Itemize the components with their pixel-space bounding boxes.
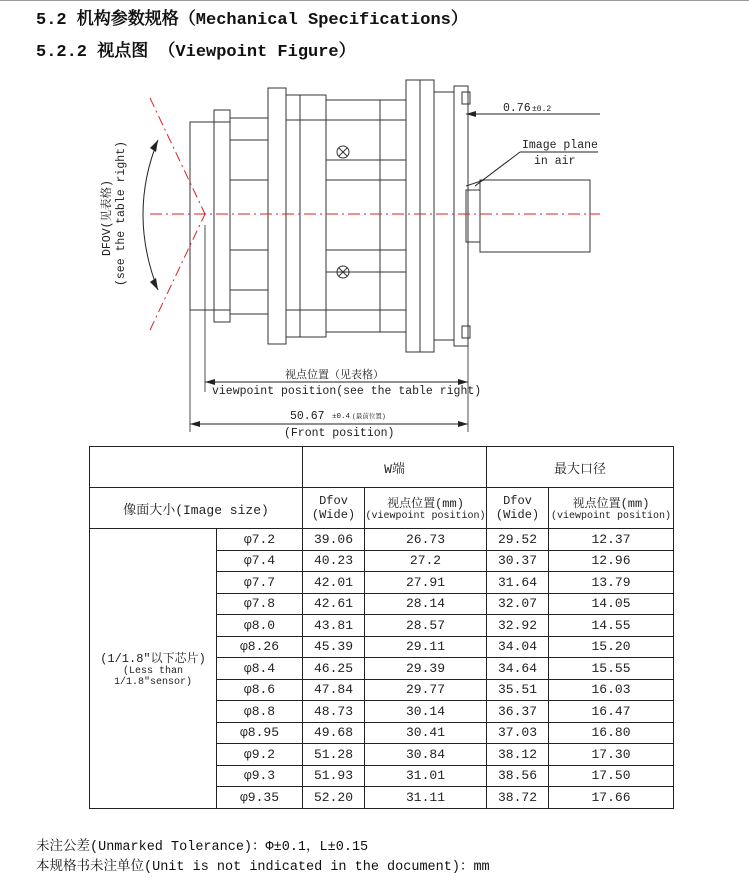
unit-note: 本规格书未注单位(Unit is not indicated in the document)：mm (36, 860, 490, 875)
cell-m-dfov: 34.04 (487, 636, 549, 658)
cell-m-dfov: 32.07 (487, 593, 549, 615)
cell-w-vp: 29.39 (365, 658, 487, 680)
table-row (90, 529, 674, 551)
cell-size: φ7.7 (217, 572, 303, 594)
viewpoint-spec-table (89, 446, 674, 809)
w-dfov-header: Dfov (Wide) (303, 488, 365, 529)
cell-w-dfov: 39.06 (303, 529, 365, 551)
cell-size: φ8.4 (217, 658, 303, 680)
cell-size: φ7.4 (217, 550, 303, 572)
cell-w-dfov: 49.68 (303, 722, 365, 744)
front-tol-note: (最前位置) (352, 413, 386, 420)
cell-m-dfov: 34.64 (487, 658, 549, 680)
front-label-en: (Front position) (284, 427, 395, 440)
cell-size: φ9.2 (217, 744, 303, 766)
cell-m-vp: 17.66 (549, 787, 674, 809)
image-plane-label-2: in air (534, 155, 576, 168)
cell-w-dfov: 51.28 (303, 744, 365, 766)
cell-m-dfov: 38.56 (487, 765, 549, 787)
fov-ray-bottom (150, 214, 205, 330)
fov-arc (143, 140, 158, 290)
cell-w-vp: 28.14 (365, 593, 487, 615)
cell-m-vp: 14.05 (549, 593, 674, 615)
cell-m-vp: 16.03 (549, 679, 674, 701)
cell-m-vp: 15.20 (549, 636, 674, 658)
group-w-header: W端 (303, 447, 487, 488)
cell-size: φ9.35 (217, 787, 303, 809)
cell-m-vp: 12.37 (549, 529, 674, 551)
subsection-title: 5.2.2 视点图 （Viewpoint Figure） (36, 43, 356, 62)
cell-m-vp: 16.80 (549, 722, 674, 744)
cell-w-vp: 30.84 (365, 744, 487, 766)
cell-m-vp: 16.47 (549, 701, 674, 723)
cell-size: φ7.8 (217, 593, 303, 615)
cell-size: φ8.8 (217, 701, 303, 723)
notes (36, 838, 490, 878)
cell-w-vp: 30.41 (365, 722, 487, 744)
group-max-header: 最大口径 (487, 447, 674, 488)
cell-w-vp: 31.11 (365, 787, 487, 809)
cell-w-vp: 27.91 (365, 572, 487, 594)
cell-w-dfov: 40.23 (303, 550, 365, 572)
cell-m-dfov: 31.64 (487, 572, 549, 594)
m-vp-header: 视点位置(mm) (viewpoint position) (549, 488, 674, 529)
cell-m-vp: 13.79 (549, 572, 674, 594)
sensor-group-cell: (1/1.8″以下芯片) (Less than 1/1.8″sensor) (90, 529, 217, 809)
cell-size: φ8.95 (217, 722, 303, 744)
fov-ray-top (150, 98, 205, 214)
cell-m-vp: 14.55 (549, 615, 674, 637)
cell-w-vp: 26.73 (365, 529, 487, 551)
dfov-label-en: (see the table right) (115, 141, 128, 286)
cell-m-dfov: 30.37 (487, 550, 549, 572)
cell-w-dfov: 48.73 (303, 701, 365, 723)
viewpoint-label-cn: 视点位置（见表格） (285, 370, 384, 382)
cell-w-dfov: 51.93 (303, 765, 365, 787)
m-dfov-header: Dfov (Wide) (487, 488, 549, 529)
cell-w-dfov: 42.01 (303, 572, 365, 594)
cell-w-vp: 29.11 (365, 636, 487, 658)
section-title: 5.2 机构参数规格（Mechanical Specifications） (36, 11, 468, 30)
cell-size: φ8.6 (217, 679, 303, 701)
front-value: 50.67 (290, 410, 325, 423)
cell-w-vp: 30.14 (365, 701, 487, 723)
cell-m-dfov: 36.37 (487, 701, 549, 723)
cell-w-vp: 27.2 (365, 550, 487, 572)
header-blank (90, 447, 303, 488)
dfov-label-cn: DFOV(见表格) (101, 180, 114, 256)
thickness-tol: ±0.2 (532, 105, 552, 114)
cell-size: φ9.3 (217, 765, 303, 787)
tolerance-note: 未注公差(Unmarked Tolerance)：Φ±0.1，L±0.15 (36, 840, 369, 855)
cell-w-dfov: 47.84 (303, 679, 365, 701)
front-tol: ±0.4 (332, 413, 351, 421)
cell-size: φ7.2 (217, 529, 303, 551)
viewpoint-label-en: viewpoint position(see the table right) (212, 385, 482, 398)
image-plane-label-1: Image plane (522, 139, 598, 152)
cell-size: φ8.0 (217, 615, 303, 637)
cell-m-vp: 12.96 (549, 550, 674, 572)
cell-m-dfov: 38.72 (487, 787, 549, 809)
cell-size: φ8.26 (217, 636, 303, 658)
cell-m-dfov: 29.52 (487, 529, 549, 551)
w-vp-header: 视点位置(mm) (viewpoint position) (365, 488, 487, 529)
cell-m-vp: 17.30 (549, 744, 674, 766)
cell-m-dfov: 38.12 (487, 744, 549, 766)
cell-m-dfov: 37.03 (487, 722, 549, 744)
lens-outline (190, 80, 590, 352)
cell-w-vp: 29.77 (365, 679, 487, 701)
cell-m-vp: 17.50 (549, 765, 674, 787)
cell-m-vp: 15.55 (549, 658, 674, 680)
cell-w-vp: 31.01 (365, 765, 487, 787)
image-size-header: 像面大小(Image size) (90, 488, 303, 529)
cell-m-dfov: 32.92 (487, 615, 549, 637)
cell-w-dfov: 52.20 (303, 787, 365, 809)
cell-w-dfov: 45.39 (303, 636, 365, 658)
cell-w-vp: 28.57 (365, 615, 487, 637)
thickness-value: 0.76 (503, 102, 531, 115)
cell-m-dfov: 35.51 (487, 679, 549, 701)
cell-w-dfov: 42.61 (303, 593, 365, 615)
cell-w-dfov: 46.25 (303, 658, 365, 680)
cell-w-dfov: 43.81 (303, 615, 365, 637)
